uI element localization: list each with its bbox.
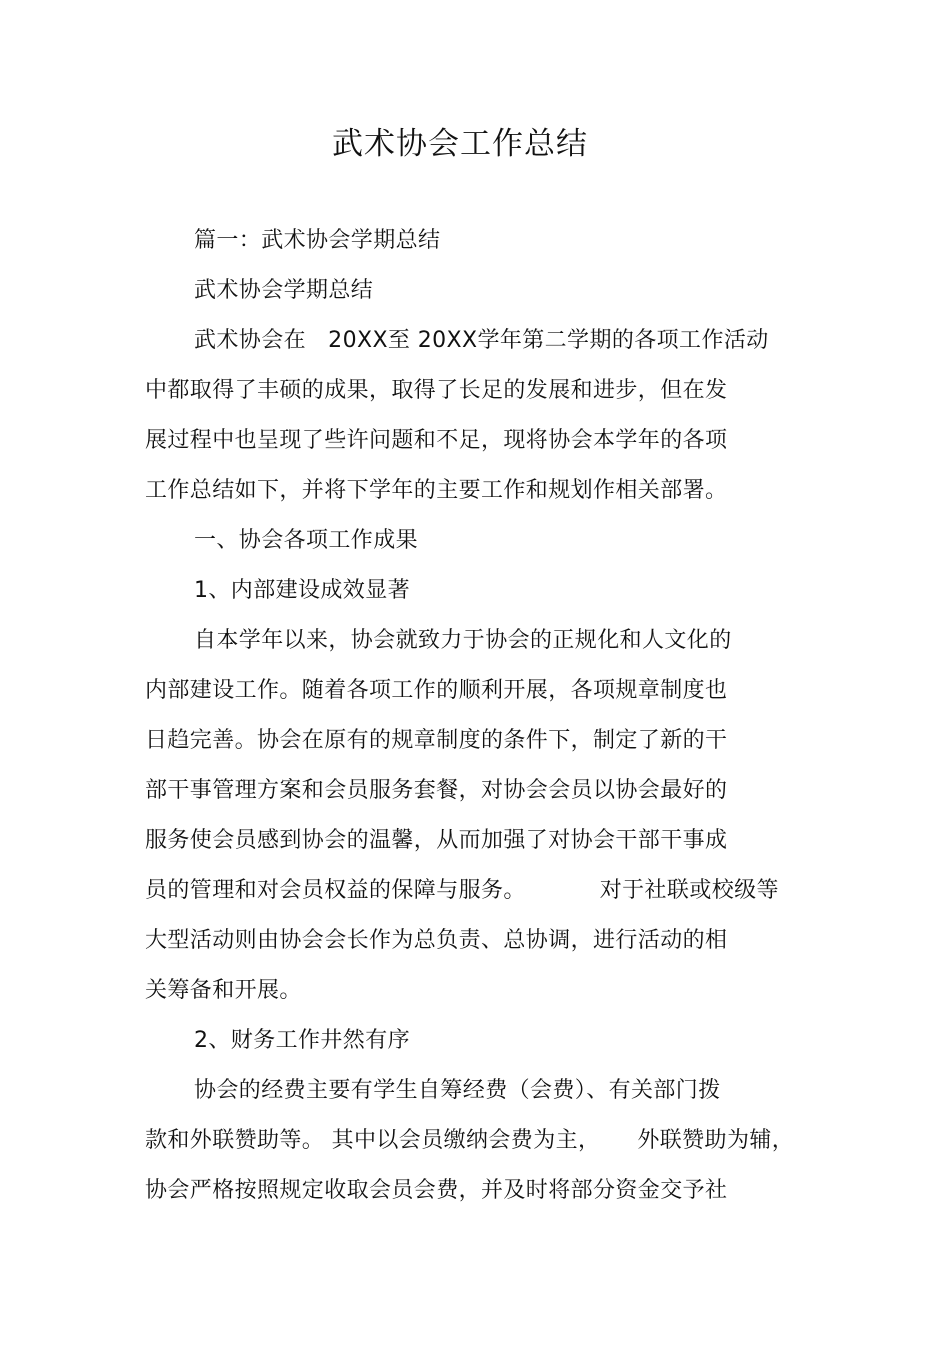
- paragraph-line: 服务使会员感到协会的温馨，从而加强了对协会干部干事成: [145, 828, 728, 853]
- paragraph-line: 款和外联赞助等。 其中以会员缴纳会费为主， 外联赞助为辅，: [145, 1128, 795, 1153]
- paragraph-line: 自本学年以来，协会就致力于协会的正规化和人文化的: [194, 628, 732, 653]
- subsection-heading: 1、内部建设成效显著: [194, 578, 410, 603]
- paragraph-line: 大型活动则由协会会长作为总负责、总协调，进行活动的相: [145, 928, 728, 953]
- paragraph-line: 日趋完善。协会在原有的规章制度的条件下，制定了新的干: [145, 728, 728, 753]
- section-heading: 一、协会各项工作成果: [194, 528, 419, 553]
- subsection-heading: 武术协会学期总结: [194, 278, 374, 303]
- paragraph-line: 中都取得了丰硕的成果，取得了长足的发展和进步，但在发: [145, 378, 728, 403]
- paragraph-line: 工作总结如下，并将下学年的主要工作和规划作相关部署。: [145, 478, 728, 503]
- document-title: 武术协会工作总结: [332, 126, 588, 162]
- paragraph-line: 展过程中也呈现了些许问题和不足，现将协会本学年的各项: [145, 428, 728, 453]
- paragraph-line: 员的管理和对会员权益的保障与服务。 对于社联或校级等: [145, 878, 779, 903]
- paragraph-line: 协会的经费主要有学生自筹经费（会费）、有关部门拨: [194, 1078, 721, 1103]
- paragraph-line: 武术协会在 20XX至 20XX学年第二学期的各项工作活动: [194, 328, 769, 353]
- paragraph-line: 协会严格按照规定收取会员会费，并及时将部分资金交予社: [145, 1178, 728, 1203]
- paragraph-line: 部干事管理方案和会员服务套餐，对协会会员以协会最好的: [145, 778, 728, 803]
- subsection-heading: 2、财务工作井然有序: [194, 1028, 410, 1053]
- paragraph-line: 关筹备和开展。: [145, 978, 302, 1003]
- paragraph-line: 内部建设工作。随着各项工作的顺利开展，各项规章制度也: [145, 678, 728, 703]
- section-heading: 篇一：武术协会学期总结: [194, 228, 441, 253]
